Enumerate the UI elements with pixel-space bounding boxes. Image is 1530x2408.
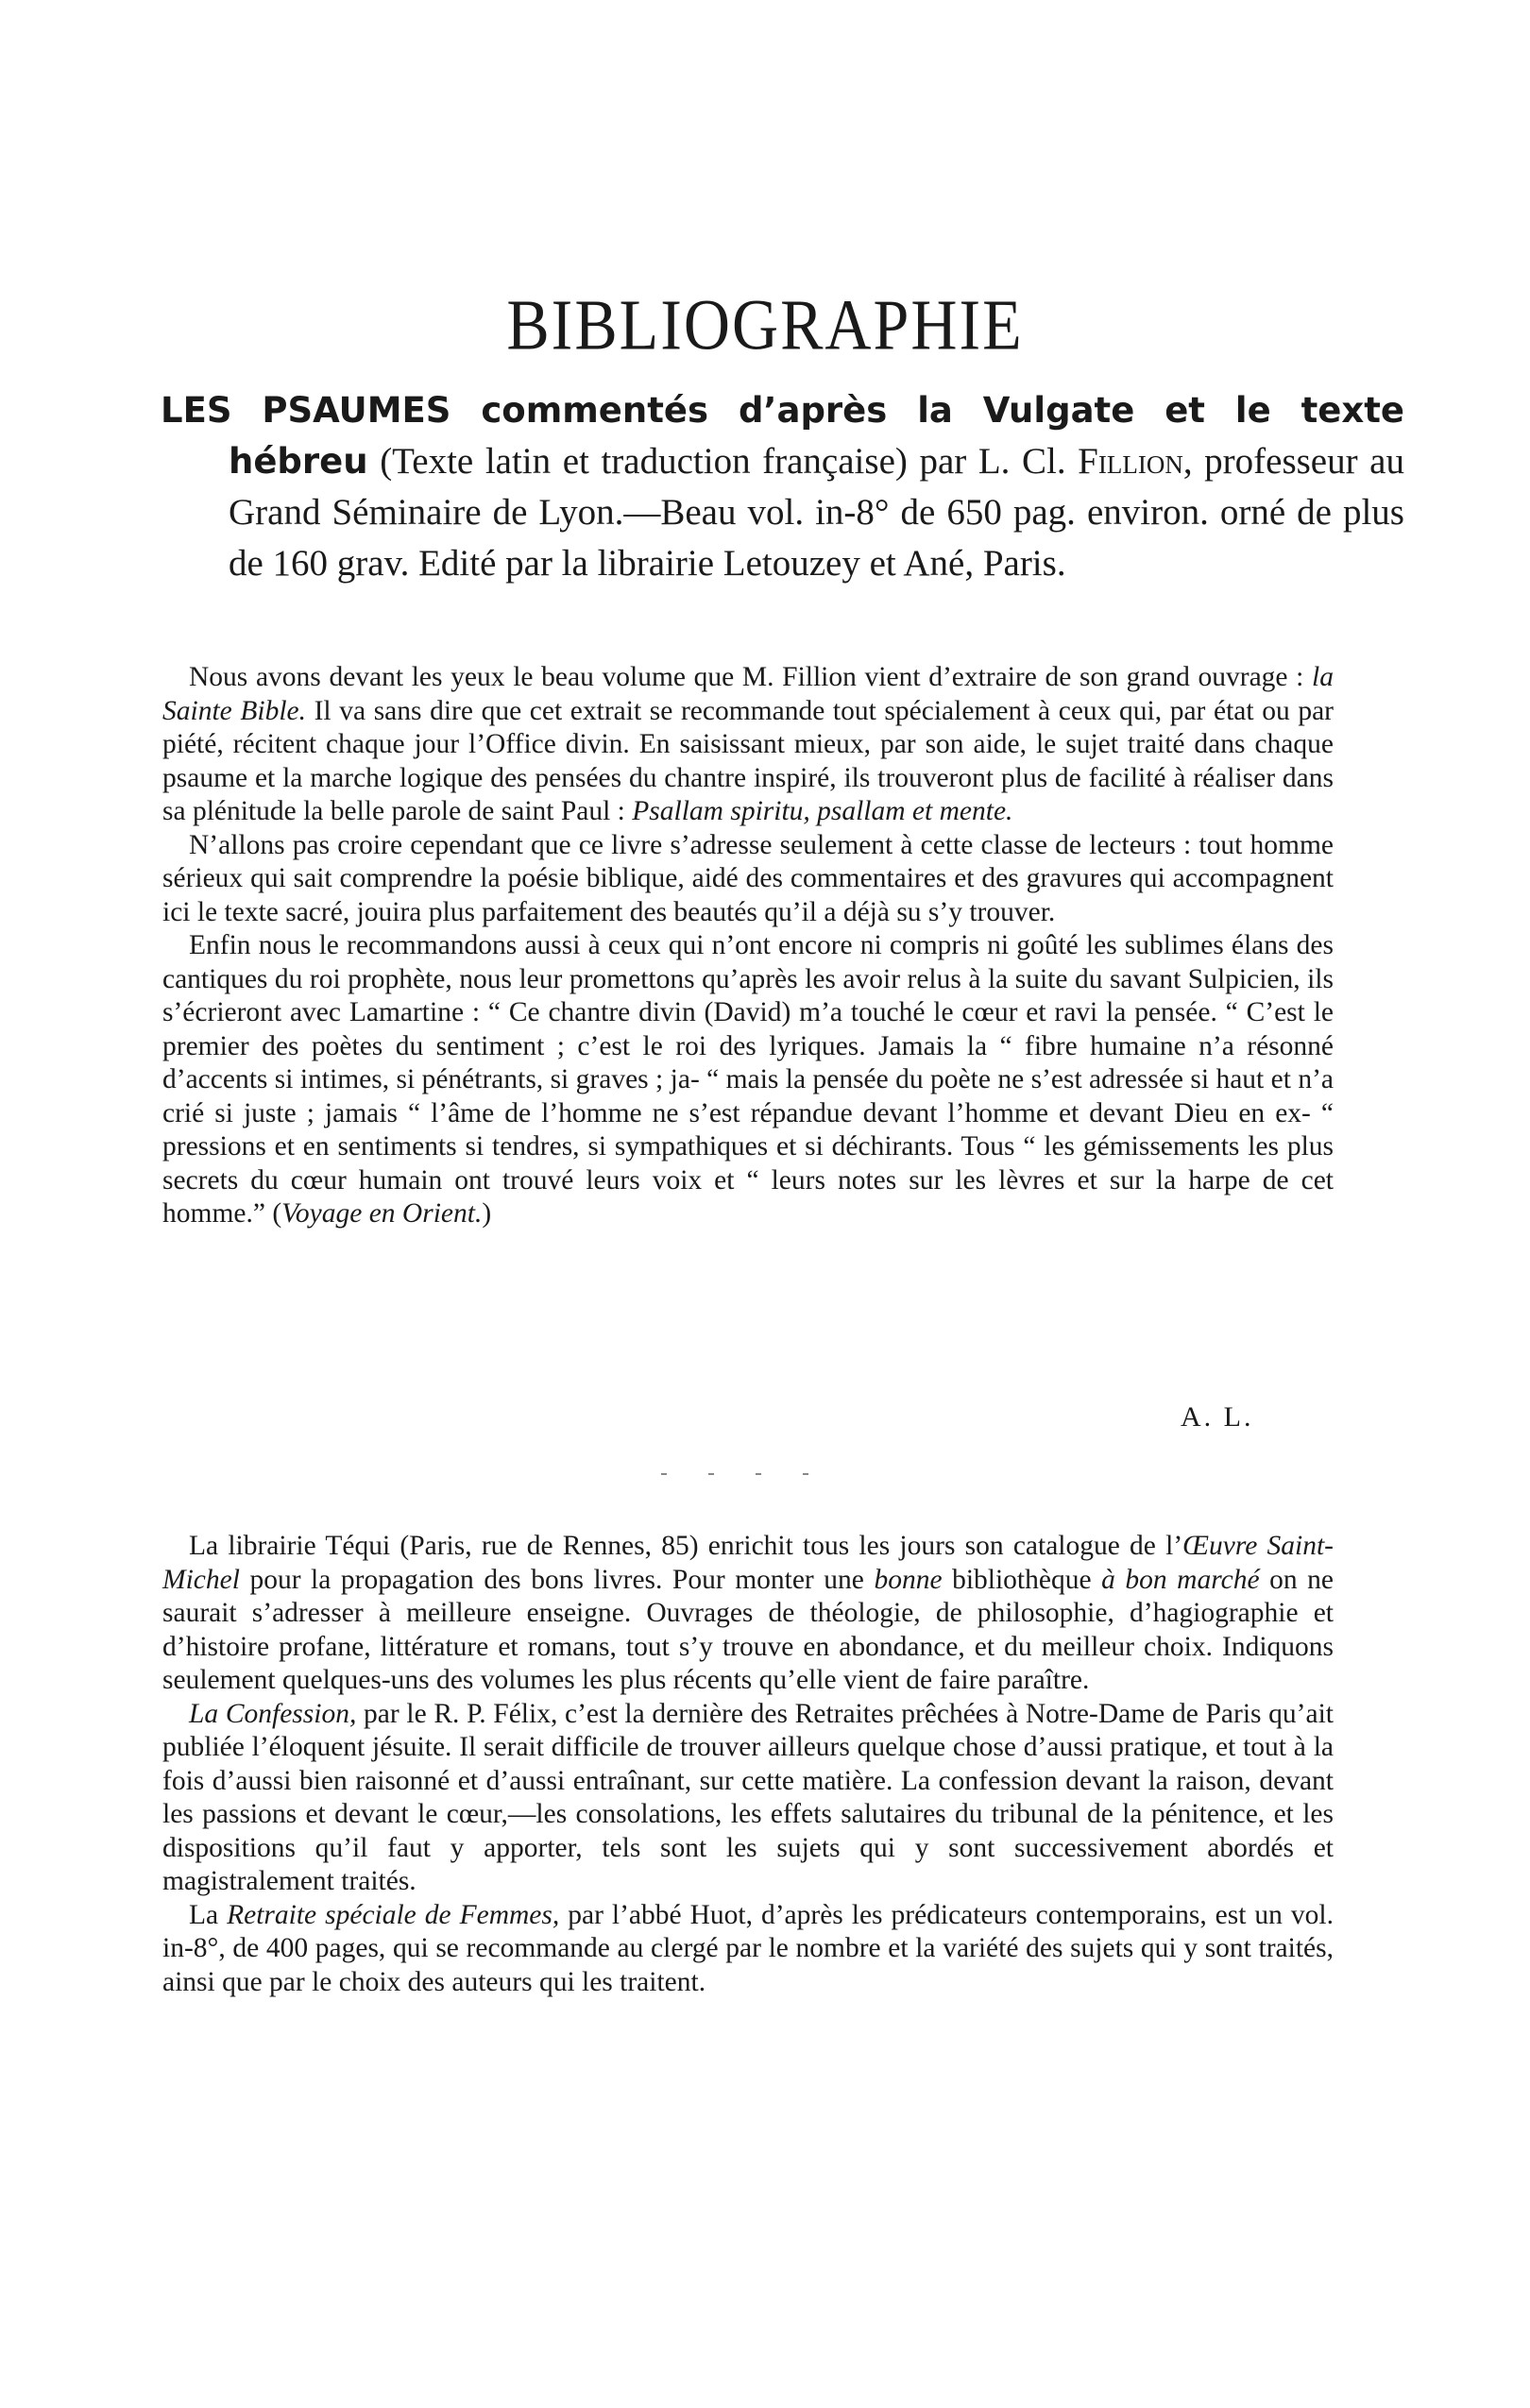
entry-title: LES PSAUMES commentés d’après la Vulgate et le texte hébreu [161, 390, 1404, 482]
bibliographic-entry [161, 385, 1404, 589]
italic-run: La Confession, [189, 1698, 357, 1729]
notice-paragraph [162, 1899, 1334, 2000]
italic-run: Œuvre Saint-Michel [162, 1531, 1334, 1595]
italic-run: Voyage en Orient. [281, 1198, 483, 1229]
section-divider [661, 1473, 888, 1477]
italic-run: à bon marché [1101, 1564, 1260, 1595]
text-run: bibliothèque [942, 1564, 1102, 1595]
text-run: par l’abbé Huot, d’après les prédicateurs contemporains, est un vol. in-8°, de 400 pages, qui se recommande au clergé par le nombre et la variété des sujets qui y sont traités, ainsi que par le choix des auteurs qui les traitent. [162, 1899, 1334, 1997]
text-run: Enfin nous le recommandons aussi à ceux qui n’ont encore ni compris ni goûté les sublimes élans des cantiques du roi prophète, nous leur promettons qu’après les avoir relus à la suite du savant Sulpicien, ils s’écrieront avec Lamartine : “ Ce chantre divin (David) m’a touché le cœur et ravi la pensée. “ C’est le premier des poètes du sentiment ; c’est le roi des lyriques. Jamais la “ fibre humaine n’a résonné d’accents si intimes, si pénétrants, si graves ; ja- “ mais la pensée du poète ne s’est adressée si haut et n’a crié si juste ; jamais “ l’âme de l’homme ne s’est répandue devant l’homme et devant Dieu en ex- “ pressions et en sentiments si tendres, si sympathiques et si déchirants. Tous “ les gémissements les plus secrets du cœur humain ont trouvé leurs voix et “ leurs notes sur les lèvres et sur la harpe de cet homme.” ( [162, 930, 1334, 1229]
italic-run: bonne [874, 1564, 943, 1595]
text-run: pour la propagation des bons livres. Pour monter une [239, 1564, 875, 1595]
entry-publication: , professeur au Grand Séminaire de Lyon.—Beau vol. in-8° de 650 pag. environ. orné de plus de 160 grav. Edité par la librairie Letouzey et Ané, Paris. [229, 441, 1404, 584]
review-paragraph: N’allons pas croire cependant que ce livre s’adresse seulement à cette classe de lecteurs : tout homme sérieux qui sait comprendre la poésie biblique, aidé des commentaires et des gravures qui accompagnent ici le texte sacré, jouira plus parfaitement des beautés qu’il a déjà su s’y trouver. [162, 829, 1334, 927]
notice-paragraph [162, 1698, 1334, 1899]
text-run: par le R. P. Félix, c’est la dernière des Retraites prêchées à Notre-Dame de Paris qu’ait publiée l’éloquent jésuite. Il serait difficile de trouver ailleurs quelque chose d’aussi pratique, et tout à la fois d’aussi bien raisonné et d’aussi entraînant, sur cette matière. La confession devant la raison, devant les passions et devant le cœur,—les consolations, les effets salutaires du tribunal de la pénitence, et les dispositions qu’il faut y apporter, tels sont les sujets qui y sont successivement abordés et magistralement traités. [162, 1698, 1334, 1896]
entry-details: (Texte latin et traduction française) par L. Cl. [367, 441, 1079, 482]
text-run: Il va sans dire que cet extrait se recommande tout spécialement à ceux qui, par état ou par piété, récitent chaque jour l’Office divin. En saisissant mieux, par son aide, le sujet traité dans chaque psaume et la marche logique des pensées du chantre inspiré, ils trouveront plus de facilité à réaliser dans sa plénitude la belle parole de saint Paul : [162, 695, 1334, 826]
review-paragraph [162, 661, 1334, 829]
italic-run: Psallam spiritu, psallam et mente. [632, 796, 1013, 826]
page-title: BIBLIOGRAPHIE [506, 284, 1024, 365]
review-signature: A. L. [1181, 1401, 1254, 1433]
text-run: Nous avons devant les yeux le beau volume que M. Fillion vient d’extraire de son grand ouvrage : [189, 662, 1313, 692]
review-text [162, 661, 1334, 1231]
text-run: ) [482, 1198, 492, 1229]
text-run: La [189, 1899, 228, 1930]
italic-run: Retraite spéciale de Femmes, [227, 1899, 560, 1930]
text-run: on ne saurait s’adresser à meilleure enseigne. Ouvrages de théologie, de philosophie, d’hagiographie et d’histoire profane, littérature et romans, tout s’y trouve en abondance, et du meilleur choix. Indiquons seulement quelques-uns des volumes les plus récents qu’elle vient de faire paraître. [162, 1564, 1334, 1695]
text-run: La librairie Téqui (Paris, rue de Rennes, 85) enrichit tous les jours son catalogue de l’ [189, 1531, 1183, 1561]
notice-paragraph [162, 1530, 1334, 1698]
publisher-notice [162, 1530, 1334, 1999]
review-paragraph [162, 929, 1334, 1231]
italic-run: la Sainte Bible. [162, 662, 1334, 726]
entry-author: Fillion [1078, 441, 1183, 482]
